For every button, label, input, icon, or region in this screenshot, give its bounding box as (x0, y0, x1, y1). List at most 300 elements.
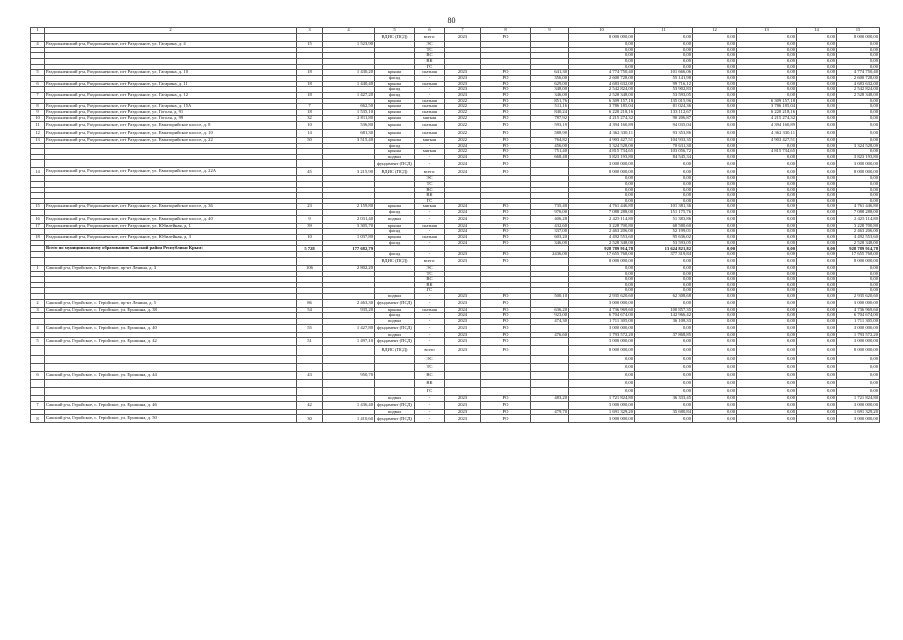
cell-local-funds: 0,00 (797, 121, 837, 129)
column-number: 8 (481, 28, 531, 34)
cell-work-type: подвал (375, 319, 415, 325)
cell-address: Раздольненский р-н, Раздольненское, пгт Раздольное, ул. Гагарина, д. 12 (45, 92, 297, 98)
cell-volume: 636,20 (531, 307, 569, 313)
cell-operator (481, 388, 531, 396)
cell-regional-funds: 0,00 (737, 160, 797, 168)
column-number: 9 (531, 28, 569, 34)
cell-regional-funds: 0,00 (737, 154, 797, 160)
cell-owner-funds: 2 528 348,00 (837, 92, 880, 98)
cell-owner-funds: 2 425 114,80 (837, 215, 880, 223)
cell-cost-per-unit: 103 056,72 (635, 149, 693, 155)
cell-year: 2023 (445, 324, 481, 332)
cell-row-number (31, 34, 45, 42)
cell-work-subtype: - (415, 409, 445, 415)
cell-address: Раздольненский р-н, Раздольненское, пгт Раздольное, ул. Евпаторийское шоссе, д. 22А (45, 168, 297, 176)
cell-work-type: крыша (375, 235, 415, 241)
cell-work-subtype: - (415, 332, 445, 338)
cell-work-type: фасад (375, 143, 415, 149)
cell-work-type: фасад (375, 313, 415, 319)
cell-year: 2023 (445, 294, 481, 300)
cell-work-subtype: - (415, 160, 445, 168)
cell-cost-per-unit: 0,00 (635, 160, 693, 168)
cell-work-type: фасад (375, 75, 415, 81)
cell-row-number: 7 (31, 401, 45, 409)
cell-regional-funds: 0,00 (737, 229, 797, 235)
column-number: 10 (569, 28, 635, 34)
cell-work-type: фундамент (ПСД) (375, 401, 415, 409)
cell-regional-funds: 0,00 (737, 75, 797, 81)
cell-volume (531, 324, 569, 332)
cell-row-number: 1 (31, 265, 45, 271)
cell-regional-funds: 0,00 (737, 193, 797, 199)
cell-year (445, 380, 481, 388)
cell-year (445, 364, 481, 372)
table-row (31, 401, 880, 409)
cell-year: 2022 (445, 129, 481, 137)
cell-total-cost: 0,00 (569, 277, 635, 283)
cell-regional-funds: 4 362 330,11 (737, 129, 797, 137)
cell-local-funds: 0,00 (797, 409, 837, 415)
cell-operator: РО (481, 319, 531, 325)
cell-work-subtype: - (415, 294, 445, 300)
cell-total-cost: 0,00 (569, 372, 635, 380)
cell-work-type: крыша (375, 129, 415, 137)
cell-year: 2022 (445, 115, 481, 121)
cell-volume: 2436,00 (531, 252, 569, 258)
cell-year: 2024 (445, 240, 481, 246)
cell-regional-funds: 0,00 (737, 299, 797, 307)
cell-cost-per-unit: 0,00 (635, 288, 693, 294)
cell-owner-funds: 0,00 (837, 137, 880, 143)
column-number: 4 (323, 28, 375, 34)
cell-row-number: 17 (31, 223, 45, 229)
cell-cost-per-unit: 0,00 (635, 415, 693, 423)
cell-total-cost: 2 528 348,00 (569, 240, 635, 246)
cell-regional-funds: 0,00 (737, 388, 797, 396)
cell-work-type: крыша (375, 115, 415, 121)
cell-cost-per-unit: 70 631,30 (635, 143, 693, 149)
cell-apartments: 10 (297, 235, 323, 241)
cell-apartments (297, 34, 323, 42)
cell-work-subtype: скатная (415, 307, 445, 313)
cell-total-cost: 3 000 000,00 (569, 338, 635, 346)
cell-federal-funds: 0,00 (693, 176, 737, 182)
cell-area: 3 215,90 (323, 168, 375, 176)
cell-address: Раздольненский р-н, Раздольненское, пгт Раздольное, ул. Гоголя, д. 99 (45, 115, 297, 121)
cell-work-subtype: - (415, 143, 445, 149)
cell-total-cost: 4 903 427,51 (569, 137, 635, 143)
cell-volume: 840,24 (531, 110, 569, 116)
cell-local-funds: 0,00 (797, 338, 837, 346)
cell-regional-funds: 4 903 427,51 (737, 137, 797, 143)
cell-work-subtype: скатная (415, 223, 445, 229)
cell-operator: РО (481, 137, 531, 143)
cell-year: 2023 (445, 257, 481, 265)
cell-cost-per-unit: 0,00 (635, 277, 693, 283)
cell-owner-funds: 3 000 000,00 (837, 160, 880, 168)
cell-address (45, 34, 297, 42)
cell-apartments: 23 (297, 204, 323, 210)
cell-work-subtype: - (415, 415, 445, 423)
cell-address: Сакский р-н, Геройское, с. Геройское, ул. Ерошина, д. 40 (45, 324, 297, 332)
cell-apartments: 18 (297, 70, 323, 76)
cell-year: 2024 (445, 313, 481, 319)
cell-regional-funds: 0,00 (737, 34, 797, 42)
cell-work-type: фундамент (ПСД) (375, 324, 415, 332)
cell-federal-funds: 0,00 (693, 193, 737, 199)
cell-work-subtype: мягкая (415, 149, 445, 155)
cell-federal-funds: 0,00 (693, 81, 737, 87)
cell-year (445, 356, 481, 364)
cell-apartments: 106 (297, 265, 323, 271)
cell-work-type: подвал (375, 332, 415, 338)
cell-owner-funds: 928 789 914,78 (837, 246, 880, 252)
cell-local-funds: 0,00 (797, 98, 837, 104)
cell-row-number: 9 (31, 110, 45, 116)
cell-owner-funds: 0,00 (837, 288, 880, 294)
cell-apartments: 32 (297, 115, 323, 121)
cell-local-funds: 0,00 (797, 168, 837, 176)
cell-local-funds: 0,00 (797, 288, 837, 294)
cell-cost-per-unit: 151 175,76 (635, 210, 693, 216)
cell-operator: РО (481, 149, 531, 155)
cell-owner-funds: 7 088 288,00 (837, 210, 880, 216)
cell-total-cost: 1 691 329,20 (569, 409, 635, 415)
cell-cost-per-unit: 0,00 (635, 193, 693, 199)
cell-cost-per-unit: 36 333,45 (635, 396, 693, 402)
table-row (31, 129, 880, 137)
cell-work-subtype: ВС (415, 187, 445, 193)
cell-regional-funds: 0,00 (737, 246, 797, 252)
cell-row-number (31, 380, 45, 388)
cell-volume: 764,82 (531, 137, 569, 143)
cell-total-cost: 4 215 274,32 (569, 115, 635, 121)
cell-local-funds: 0,00 (797, 235, 837, 241)
cell-area: 3 515,40 (323, 137, 375, 143)
cell-regional-funds: 0,00 (737, 282, 797, 288)
cell-owner-funds: 3 823 193,80 (837, 154, 880, 160)
cell-operator: РО (481, 240, 531, 246)
cell-operator: РО (481, 313, 531, 319)
cell-year (445, 388, 481, 396)
cell-federal-funds: 0,00 (693, 70, 737, 76)
capital-repair-table (30, 27, 880, 423)
cell-row-number: 5 (31, 70, 45, 76)
cell-volume: 511,16 (531, 104, 569, 110)
cell-operator: РО (481, 215, 531, 223)
cell-year: 2024 (445, 168, 481, 176)
cell-address: Раздольненский р-н, Раздольненское, пгт Раздольное, ул. Гагарина, д. 4 (45, 42, 297, 48)
cell-work-subtype: ГС (415, 64, 445, 70)
cell-cost-per-unit: 101 666,06 (635, 70, 693, 76)
cell-total-cost: 928 789 914,78 (569, 246, 635, 252)
cell-federal-funds: 0,00 (693, 215, 737, 223)
cell-apartments: 10 (297, 121, 323, 129)
cell-row-number: 15 (31, 204, 45, 210)
cell-regional-funds: 0,00 (737, 277, 797, 283)
cell-work-subtype: мягкая (415, 115, 445, 121)
cell-apartments: 55 (297, 324, 323, 332)
cell-operator: РО (481, 34, 531, 42)
cell-area: 1 440,40 (323, 81, 375, 87)
cell-total-cost: 2 542 824,00 (569, 87, 635, 93)
cell-address: Раздольненский р-н, Раздольненское, пгт Раздольное, ул. Евпаторийское шоссе, д. 10 (45, 129, 297, 137)
cell-total-cost: 0,00 (569, 64, 635, 70)
cell-federal-funds: 0,00 (693, 198, 737, 204)
cell-operator: РО (481, 154, 531, 160)
table-row (31, 299, 880, 307)
cell-year: 2023 (445, 70, 481, 76)
cell-year: 2023 (445, 346, 481, 356)
table-row (31, 356, 880, 364)
cell-owner-funds: 0,00 (837, 282, 880, 288)
cell-operator: РО (481, 115, 531, 121)
cell-year: 2024 (445, 215, 481, 223)
cell-year: 2023 (445, 81, 481, 87)
cell-apartments (297, 346, 323, 356)
cell-volume: 851,76 (531, 98, 569, 104)
cell-federal-funds: 0,00 (693, 265, 737, 271)
cell-federal-funds: 0,00 (693, 319, 737, 325)
cell-operator: РО (481, 332, 531, 338)
cell-work-type: фасад (375, 240, 415, 246)
cell-total-cost: 8 000 000,00 (569, 257, 635, 265)
cell-area: 1 427,80 (323, 324, 375, 332)
cell-volume: 406,28 (531, 215, 569, 223)
cell-work-subtype: - (415, 324, 445, 332)
cell-local-funds: 0,00 (797, 415, 837, 423)
cell-operator: РО (481, 346, 531, 356)
cell-year: 2022 (445, 121, 481, 129)
cell-cost-per-unit: 0,00 (635, 168, 693, 176)
cell-cost-per-unit: 0,00 (635, 176, 693, 182)
cell-owner-funds: 2 528 348,00 (837, 240, 880, 246)
cell-total-cost: 6 704 674,00 (569, 313, 635, 319)
cell-operator: РО (481, 299, 531, 307)
cell-work-subtype: ГС (415, 288, 445, 294)
cell-row-number: 7 (31, 92, 45, 98)
cell-operator (481, 364, 531, 372)
cell-owner-funds: 8 000 000,00 (837, 346, 880, 356)
cell-address: Сакский р-н, Геройское, с. Геройское, пр-кт Ленина, д. 3 (45, 265, 297, 271)
cell-operator: РО (481, 92, 531, 98)
cell-volume (531, 415, 569, 423)
cell-federal-funds: 0,00 (693, 288, 737, 294)
cell-area: 1 427,20 (323, 92, 375, 98)
cell-federal-funds: 0,00 (693, 187, 737, 193)
cell-apartments: 18 (297, 81, 323, 87)
column-number: 12 (693, 28, 737, 34)
cell-local-funds: 0,00 (797, 58, 837, 64)
cell-apartments (297, 356, 323, 364)
cell-total-cost: 0,00 (569, 181, 635, 187)
cell-total-cost: 7 088 288,00 (569, 210, 635, 216)
cell-owner-funds: 0,00 (837, 265, 880, 271)
cell-owner-funds: 1 691 329,20 (837, 409, 880, 415)
cell-work-type: фасад (375, 252, 415, 258)
cell-local-funds: 0,00 (797, 215, 837, 223)
cell-regional-funds: 0,00 (737, 338, 797, 346)
cell-owner-funds: 0,00 (837, 277, 880, 283)
cell-work-subtype: ЭС (415, 265, 445, 271)
cell-area (323, 388, 375, 396)
cell-year: 2023 (445, 92, 481, 98)
cell-volume: 474,30 (531, 319, 569, 325)
cell-owner-funds: 0,00 (837, 110, 880, 116)
cell-federal-funds: 0,00 (693, 75, 737, 81)
cell-cost-per-unit: 135 015,96 (635, 98, 693, 104)
cell-year: 2023 (445, 338, 481, 346)
cell-owner-funds: 0,00 (837, 53, 880, 59)
cell-cost-per-unit: 0,00 (635, 338, 693, 346)
cell-volume: 603,20 (531, 235, 569, 241)
cell-volume (531, 160, 569, 168)
table-row (31, 215, 880, 223)
cell-work-subtype: скатная (415, 98, 445, 104)
cell-local-funds: 0,00 (797, 210, 837, 216)
cell-work-subtype: мягкая (415, 204, 445, 210)
cell-local-funds: 0,00 (797, 223, 837, 229)
cell-federal-funds: 0,00 (693, 181, 737, 187)
cell-owner-funds: 0,00 (837, 364, 880, 372)
cell-year: 2023 (445, 87, 481, 93)
cell-regional-funds: 0,00 (737, 70, 797, 76)
cell-work-type: ВДИС (ПСД) (375, 34, 415, 42)
table-row (31, 121, 880, 129)
cell-area: 681,30 (323, 129, 375, 137)
cell-work-subtype: ТС (415, 364, 445, 372)
cell-cost-per-unit: 133 112,67 (635, 110, 693, 116)
cell-federal-funds: 0,00 (693, 34, 737, 42)
cell-work-type: крыша (375, 81, 415, 87)
cell-apartments: 18 (297, 92, 323, 98)
cell-regional-funds: 0,00 (737, 332, 797, 338)
cell-cost-per-unit: 0,00 (635, 346, 693, 356)
cell-cost-per-unit: 0,00 (635, 324, 693, 332)
cell-regional-funds: 0,00 (737, 64, 797, 70)
cell-row-number (31, 257, 45, 265)
cell-cost-per-unit: 81 024,36 (635, 104, 693, 110)
cell-volume: 337,00 (531, 229, 569, 235)
cell-total-cost: 0,00 (569, 47, 635, 53)
cell-regional-funds: 0,00 (737, 187, 797, 193)
cell-federal-funds: 0,00 (693, 104, 737, 110)
cell-federal-funds: 0,00 (693, 53, 737, 59)
cell-owner-funds: 0,00 (837, 149, 880, 155)
cell-federal-funds: 0,00 (693, 364, 737, 372)
cell-federal-funds: 0,00 (693, 252, 737, 258)
cell-owner-funds: 1 711 305,00 (837, 319, 880, 325)
cell-year: 2023 (445, 34, 481, 42)
cell-federal-funds: 0,00 (693, 42, 737, 48)
cell-total-cost: 4 394 160,89 (569, 121, 635, 129)
cell-total-cost: 3 000 000,00 (569, 324, 635, 332)
cell-operator: РО (481, 235, 531, 241)
cell-cost-per-unit: 0,00 (635, 47, 693, 53)
cell-owner-funds: 8 000 000,00 (837, 34, 880, 42)
cell-cost-per-unit: 0,00 (635, 64, 693, 70)
cell-work-subtype: ВС (415, 372, 445, 380)
cell-work-type: крыша (375, 98, 415, 104)
cell-local-funds: 0,00 (797, 346, 837, 356)
cell-address (45, 160, 297, 168)
cell-work-subtype: скатная (415, 129, 445, 137)
cell-work-subtype: ГС (415, 198, 445, 204)
cell-local-funds: 0,00 (797, 198, 837, 204)
cell-total-cost: 0,00 (569, 364, 635, 372)
cell-operator: РО (481, 210, 531, 216)
cell-total-cost: 0,00 (569, 288, 635, 294)
cell-address: Сакский р-н, Геройское, с. Геройское, пр-кт Ленина, д. 5 (45, 299, 297, 307)
cell-local-funds: 0,00 (797, 137, 837, 143)
cell-regional-funds: 0,00 (737, 240, 797, 246)
cell-regional-funds: 0,00 (737, 252, 797, 258)
cell-local-funds: 0,00 (797, 299, 837, 307)
cell-cost-per-unit: 37 868,85 (635, 332, 693, 338)
cell-work-type: фасад (375, 210, 415, 216)
cell-local-funds: 0,00 (797, 110, 837, 116)
cell-owner-funds: 2 935 620,60 (837, 294, 880, 300)
cell-volume (531, 356, 569, 364)
cell-regional-funds: 0,00 (737, 235, 797, 241)
cell-address: Раздольненский р-н, Раздольненское, пгт Раздольное, ул. Юбилейная, д. 3 (45, 235, 297, 241)
cell-row-number: 4 (31, 324, 45, 332)
cell-cost-per-unit: 104 933,35 (635, 137, 693, 143)
cell-volume: 593,19 (531, 121, 569, 129)
cell-row-number: 14 (31, 168, 45, 176)
cell-operator: РО (481, 415, 531, 423)
cell-cost-per-unit: 0,00 (635, 265, 693, 271)
cell-row-number: 16 (31, 215, 45, 223)
cell-operator: РО (481, 129, 531, 137)
cell-volume: 476,60 (531, 332, 569, 338)
cell-owner-funds: 0,00 (837, 42, 880, 48)
cell-owner-funds: 4 761 446,80 (837, 204, 880, 210)
cell-owner-funds: 0,00 (837, 64, 880, 70)
cell-owner-funds: 0,00 (837, 380, 880, 388)
cell-volume: 500,10 (531, 294, 569, 300)
cell-owner-funds: 4 736 969,60 (837, 307, 880, 313)
cell-address: Раздольненский р-н, Раздольненское, пгт Раздольное, ул. Евпаторийское шоссе, д. 40 (45, 215, 297, 223)
cell-local-funds: 0,00 (797, 380, 837, 388)
cell-operator: РО (481, 160, 531, 168)
cell-operator (481, 372, 531, 380)
cell-federal-funds: 0,00 (693, 401, 737, 409)
cell-work-type: крыша (375, 149, 415, 155)
cell-row-number: 3 (31, 307, 45, 313)
cell-total-cost: 0,00 (569, 388, 635, 396)
cell-apartments (297, 257, 323, 265)
cell-local-funds: 0,00 (797, 154, 837, 160)
cell-volume (531, 299, 569, 307)
cell-regional-funds: 4 394 160,89 (737, 121, 797, 129)
cell-total-cost: 8 000 000,00 (569, 34, 635, 42)
table-row (31, 415, 880, 423)
cell-apartments: 5 728 (297, 246, 323, 252)
cell-total-cost: 4 362 330,11 (569, 129, 635, 137)
cell-local-funds: 0,00 (797, 149, 837, 155)
table-row (31, 346, 880, 356)
cell-regional-funds: 4 215 274,32 (737, 115, 797, 121)
cell-regional-funds: 0,00 (737, 58, 797, 64)
cell-work-subtype: - (415, 215, 445, 223)
cell-work-subtype: - (415, 299, 445, 307)
cell-address (45, 257, 297, 265)
cell-total-cost: 0,00 (569, 58, 635, 64)
cell-address: Раздольненский р-н, Раздольненское, пгт Раздольное, ул. Гоголя, д. 91 (45, 110, 297, 116)
cell-federal-funds: 0,00 (693, 257, 737, 265)
cell-total-cost: 3 786 185,04 (569, 104, 635, 110)
